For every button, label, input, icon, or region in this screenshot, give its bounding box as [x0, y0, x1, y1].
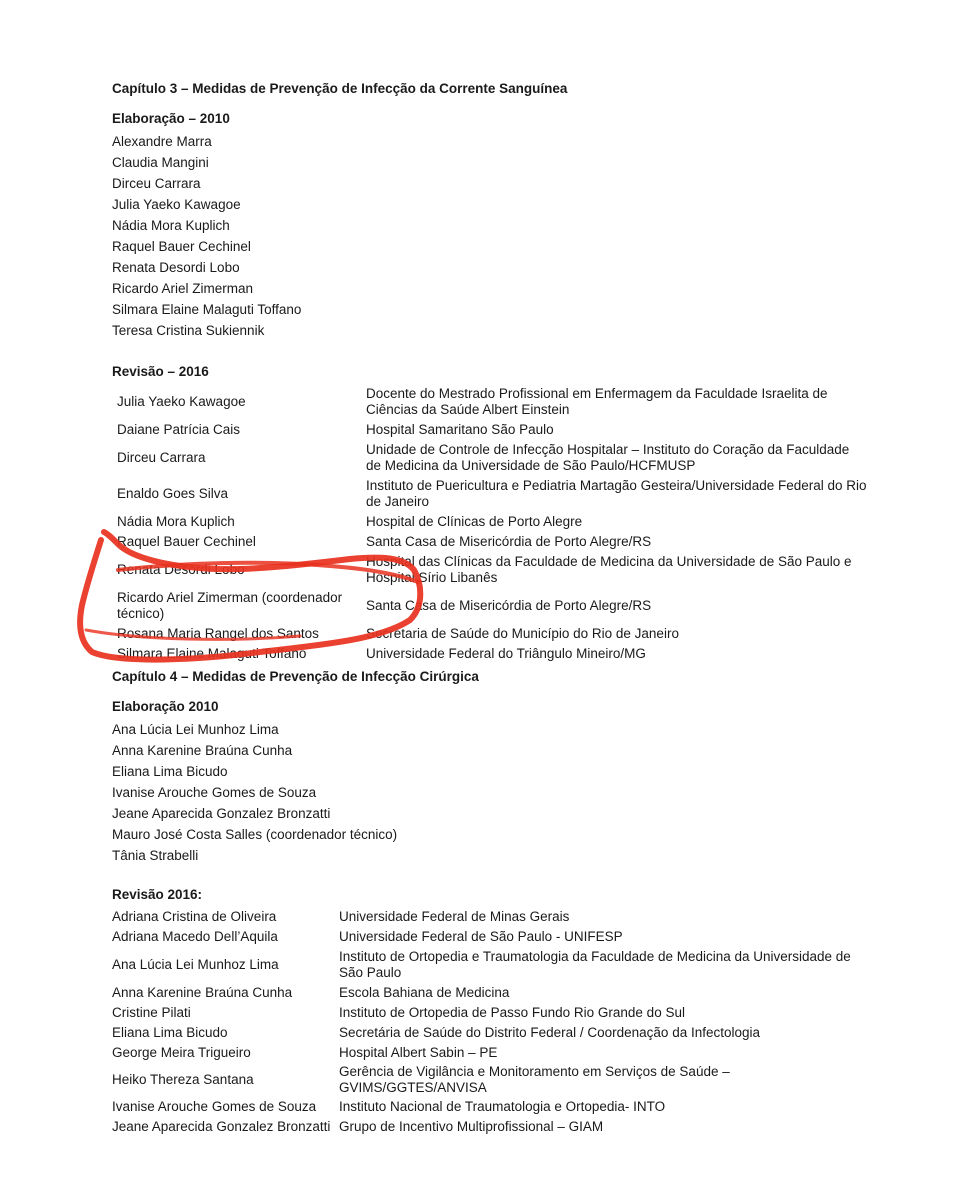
list-item: Tânia Strabelli: [112, 848, 199, 863]
chapter-3-elaboration-list: [112, 131, 872, 341]
chapter-3-elaboration-title: Elaboração – 2010: [112, 111, 230, 126]
member-name: Ricardo Ariel Zimerman (coordenador técnico): [117, 590, 343, 621]
chapter-3-revision-table: [112, 384, 867, 664]
member-affiliation: Santa Casa de Misericórdia de Porto Alegre/RS: [366, 534, 652, 549]
table-row: [112, 420, 867, 440]
member-affiliation: Hospital Albert Sabin – PE: [339, 1045, 498, 1060]
table-row: [112, 384, 867, 420]
table-row: [112, 1097, 867, 1117]
list-item: Renata Desordi Lobo: [112, 260, 240, 275]
table-row: [112, 552, 867, 588]
member-name: Adriana Cristina de Oliveira: [112, 909, 277, 924]
member-affiliation: Secretária de Saúde do Distrito Federal / Coordenação da Infectologia: [339, 1025, 761, 1040]
table-row: [112, 947, 867, 983]
table-row: [112, 588, 867, 624]
list-item: Jeane Aparecida Gonzalez Bronzatti: [112, 806, 331, 821]
member-affiliation: Instituto de Ortopedia de Passo Fundo Rio Grande do Sul: [339, 1005, 685, 1020]
chapter-4-elaboration-list: [112, 719, 872, 866]
list-item: Julia Yaeko Kawagoe: [112, 197, 241, 212]
document-page: [112, 80, 872, 1137]
list-item: Teresa Cristina Sukiennik: [112, 323, 265, 338]
member-name: Silmara Elaine Malaguti Toffano: [117, 646, 307, 661]
table-row: [112, 476, 867, 512]
list-item: Alexandre Marra: [112, 134, 212, 149]
list-item: Ana Lúcia Lei Munhoz Lima: [112, 722, 279, 737]
member-name: Nádia Mora Kuplich: [117, 514, 235, 529]
member-affiliation: Universidade Federal de São Paulo - UNIFESP: [339, 929, 623, 944]
member-affiliation: Instituto de Ortopedia e Traumatologia da Faculdade de Medicina da Universidade de São Paulo: [339, 949, 851, 980]
member-affiliation: Escola Bahiana de Medicina: [339, 985, 510, 1000]
table-row: [112, 907, 867, 927]
table-row: [112, 644, 867, 664]
list-item: Anna Karenine Braúna Cunha: [112, 743, 293, 758]
member-affiliation: Instituto de Puericultura e Pediatria Martagão Gesteira/Universidade Federal do Rio de Janeiro: [366, 478, 867, 509]
member-affiliation: Instituto Nacional de Traumatologia e Ortopedia- INTO: [339, 1099, 666, 1114]
member-name: Daiane Patrícia Cais: [117, 422, 241, 437]
list-item: Claudia Mangini: [112, 155, 209, 170]
member-name: Rosana Maria Rangel dos Santos: [117, 626, 319, 641]
table-row: [112, 1003, 867, 1023]
list-item: Silmara Elaine Malaguti Toffano: [112, 302, 302, 317]
chapter-4-revision-title: Revisão 2016:: [112, 887, 203, 902]
table-row: [112, 927, 867, 947]
chapter-4-elaboration-title: Elaboração 2010: [112, 699, 219, 714]
chapter-4-revision-table: [112, 907, 867, 1137]
table-row: [112, 1117, 867, 1137]
member-name: Raquel Bauer Cechinel: [117, 534, 256, 549]
member-affiliation: Universidade Federal de Minas Gerais: [339, 909, 570, 924]
list-item: Dirceu Carrara: [112, 176, 201, 191]
member-name: Anna Karenine Braúna Cunha: [112, 985, 293, 1000]
member-affiliation: Grupo de Incentivo Multiprofissional – GIAM: [339, 1119, 604, 1134]
member-name: Renata Desordi Lobo: [117, 562, 245, 577]
member-name: Adriana Macedo Dell’Aquila: [112, 929, 278, 944]
list-item: Mauro José Costa Salles (coordenador técnico): [112, 827, 398, 842]
member-affiliation: Secretaria de Saúde do Município do Rio de Janeiro: [366, 626, 679, 641]
list-item: Ricardo Ariel Zimerman: [112, 281, 254, 296]
member-affiliation: Universidade Federal do Triângulo Mineiro/MG: [366, 646, 646, 661]
table-row: [112, 983, 867, 1003]
member-affiliation: Unidade de Controle de Infecção Hospitalar – Instituto do Coração da Faculdade de Medicina da Universidade de São Paulo/HCFMUSP: [366, 442, 850, 473]
chapter-3-revision-title: Revisão – 2016: [112, 364, 209, 379]
table-row: [112, 1063, 867, 1097]
member-name: Jeane Aparecida Gonzalez Bronzatti: [112, 1119, 331, 1134]
list-item: Ivanise Arouche Gomes de Souza: [112, 785, 317, 800]
table-row: [112, 1023, 867, 1043]
table-row: [112, 532, 867, 552]
member-name: Enaldo Goes Silva: [117, 486, 229, 501]
table-row: [112, 624, 867, 644]
table-row: [112, 512, 867, 532]
list-item: Raquel Bauer Cechinel: [112, 239, 251, 254]
member-name: Heiko Thereza Santana: [112, 1072, 254, 1087]
member-name: Julia Yaeko Kawagoe: [117, 394, 246, 409]
member-name: Eliana Lima Bicudo: [112, 1025, 228, 1040]
member-name: Cristine Pilati: [112, 1005, 191, 1020]
list-item: Eliana Lima Bicudo: [112, 764, 228, 779]
member-affiliation: Santa Casa de Misericórdia de Porto Alegre/RS: [366, 598, 652, 613]
member-affiliation: Hospital Samaritano São Paulo: [366, 422, 554, 437]
table-row: [112, 440, 867, 476]
member-affiliation: Hospital de Clínicas de Porto Alegre: [366, 514, 583, 529]
member-name: George Meira Trigueiro: [112, 1045, 251, 1060]
member-affiliation: Docente do Mestrado Profissional em Enfermagem da Faculdade Israelita de Ciências da Saúde Albert Einstein: [366, 386, 828, 417]
table-row: [112, 1043, 867, 1063]
member-name: Ana Lúcia Lei Munhoz Lima: [112, 957, 279, 972]
member-affiliation: Hospital das Clínicas da Faculdade de Medicina da Universidade de São Paulo e Hospital Sírio Libanês: [366, 554, 852, 585]
list-item: Nádia Mora Kuplich: [112, 218, 230, 233]
member-name: Dirceu Carrara: [117, 450, 206, 465]
chapter-3-title: Capítulo 3 – Medidas de Prevenção de Infecção da Corrente Sanguínea: [112, 81, 568, 96]
member-name: Ivanise Arouche Gomes de Souza: [112, 1099, 317, 1114]
chapter-4-title: Capítulo 4 – Medidas de Prevenção de Infecção Cirúrgica: [112, 669, 479, 684]
member-affiliation: Gerência de Vigilância e Monitoramento em Serviços de Saúde – GVIMS/GGTES/ANVISA: [339, 1064, 730, 1095]
